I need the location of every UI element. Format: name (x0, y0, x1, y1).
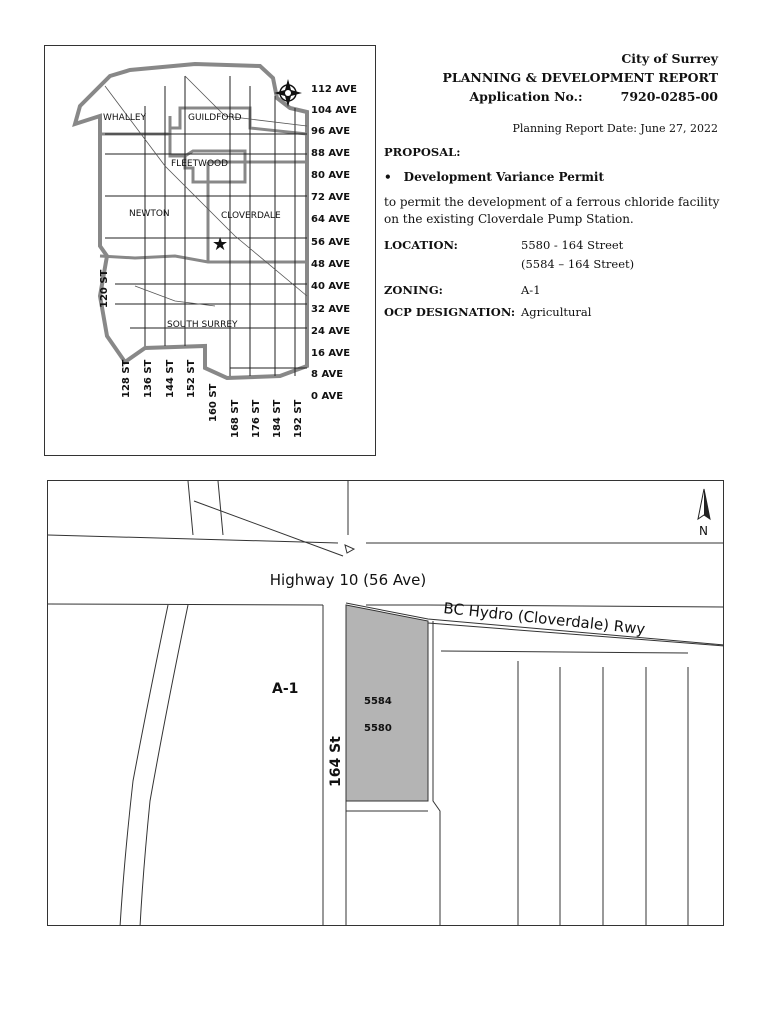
proposal-heading: PROPOSAL: (384, 145, 461, 159)
zoning-value: A-1 (521, 283, 541, 297)
street-label: 136 ST (143, 359, 154, 398)
avenue-label: 40 AVE (311, 281, 351, 292)
lot-number-5584: 5584 (364, 696, 392, 707)
avenue-label: 64 AVE (311, 214, 351, 225)
location-label: LOCATION: (384, 238, 458, 252)
application-number: 7920-0285-00 (620, 89, 718, 104)
lot-number-5580: 5580 (364, 723, 392, 734)
ocp-label: OCP DESIGNATION: (384, 305, 516, 319)
key-map (44, 45, 376, 456)
street-label: 184 ST (272, 399, 283, 438)
area-south-surrey: SOUTH SURREY (167, 320, 238, 330)
avenue-label: 112 AVE (311, 84, 357, 95)
location-value-1: 5580 - 164 Street (521, 238, 624, 252)
bullet-icon: • (384, 170, 392, 184)
street-label: 128 ST (121, 359, 132, 398)
report-header (443, 49, 718, 106)
avenue-label: 0 AVE (311, 391, 344, 402)
north-label: N (699, 524, 708, 538)
area-fleetwood: FLEETWOOD (171, 159, 229, 169)
application-label: Application No.: (469, 89, 583, 104)
area-guildford: GUILDFORD (188, 113, 242, 123)
report-title: PLANNING & DEVELOPMENT REPORT (442, 70, 718, 85)
avenue-label: 56 AVE (311, 237, 351, 248)
area-whalley: WHALLEY (103, 113, 147, 123)
street-label: 176 ST (251, 399, 262, 438)
proposal-item (384, 170, 604, 184)
street-164-label: 164 St (328, 736, 344, 787)
street-label: 168 ST (230, 399, 241, 438)
avenue-label: 24 AVE (311, 326, 351, 337)
street-label: 120 ST (99, 269, 110, 308)
street-label: 160 ST (208, 383, 219, 422)
avenue-label: 88 AVE (311, 148, 351, 159)
proposal-description: to permit the development of a ferrous chloride facility on the existing Cloverdale Pump Station. (384, 195, 720, 226)
highway-label: Highway 10 (56 Ave) (269, 571, 427, 589)
zoning-label: ZONING: (384, 283, 443, 297)
proposal-item-label: Development Variance Permit (403, 170, 604, 184)
avenue-label: 72 AVE (311, 192, 351, 203)
street-label: 152 ST (186, 359, 197, 398)
key-map-graphic (45, 46, 377, 457)
ocp-value: Agricultural (521, 305, 592, 319)
area-cloverdale: CLOVERDALE (221, 211, 281, 221)
avenue-label: 8 AVE (311, 369, 344, 380)
zone-label: A-1 (272, 681, 299, 697)
site-map-graphic (48, 481, 724, 926)
avenue-labels (311, 84, 357, 402)
site-star-icon: ★ (212, 234, 229, 255)
city-boundary (75, 64, 307, 378)
city-name: City of Surrey (621, 51, 718, 66)
compass-rose-icon (274, 79, 302, 107)
avenue-label: 32 AVE (311, 304, 351, 315)
application-line (443, 87, 718, 106)
street-labels (99, 269, 304, 438)
avenue-label: 48 AVE (311, 259, 351, 270)
avenue-label: 96 AVE (311, 126, 351, 137)
report-date: Planning Report Date: June 27, 2022 (512, 122, 718, 135)
location-value-2: (5584 – 164 Street) (521, 257, 635, 271)
north-arrow-icon (698, 489, 710, 519)
avenue-label: 104 AVE (311, 105, 357, 116)
railway-label: BC Hydro (Cloverdale) Rwy (442, 599, 647, 639)
avenue-label: 80 AVE (311, 170, 351, 181)
avenue-label: 16 AVE (311, 348, 351, 359)
area-newton: NEWTON (129, 209, 170, 219)
site-map (47, 480, 724, 926)
street-label: 144 ST (165, 359, 176, 398)
street-label: 192 ST (293, 399, 304, 438)
